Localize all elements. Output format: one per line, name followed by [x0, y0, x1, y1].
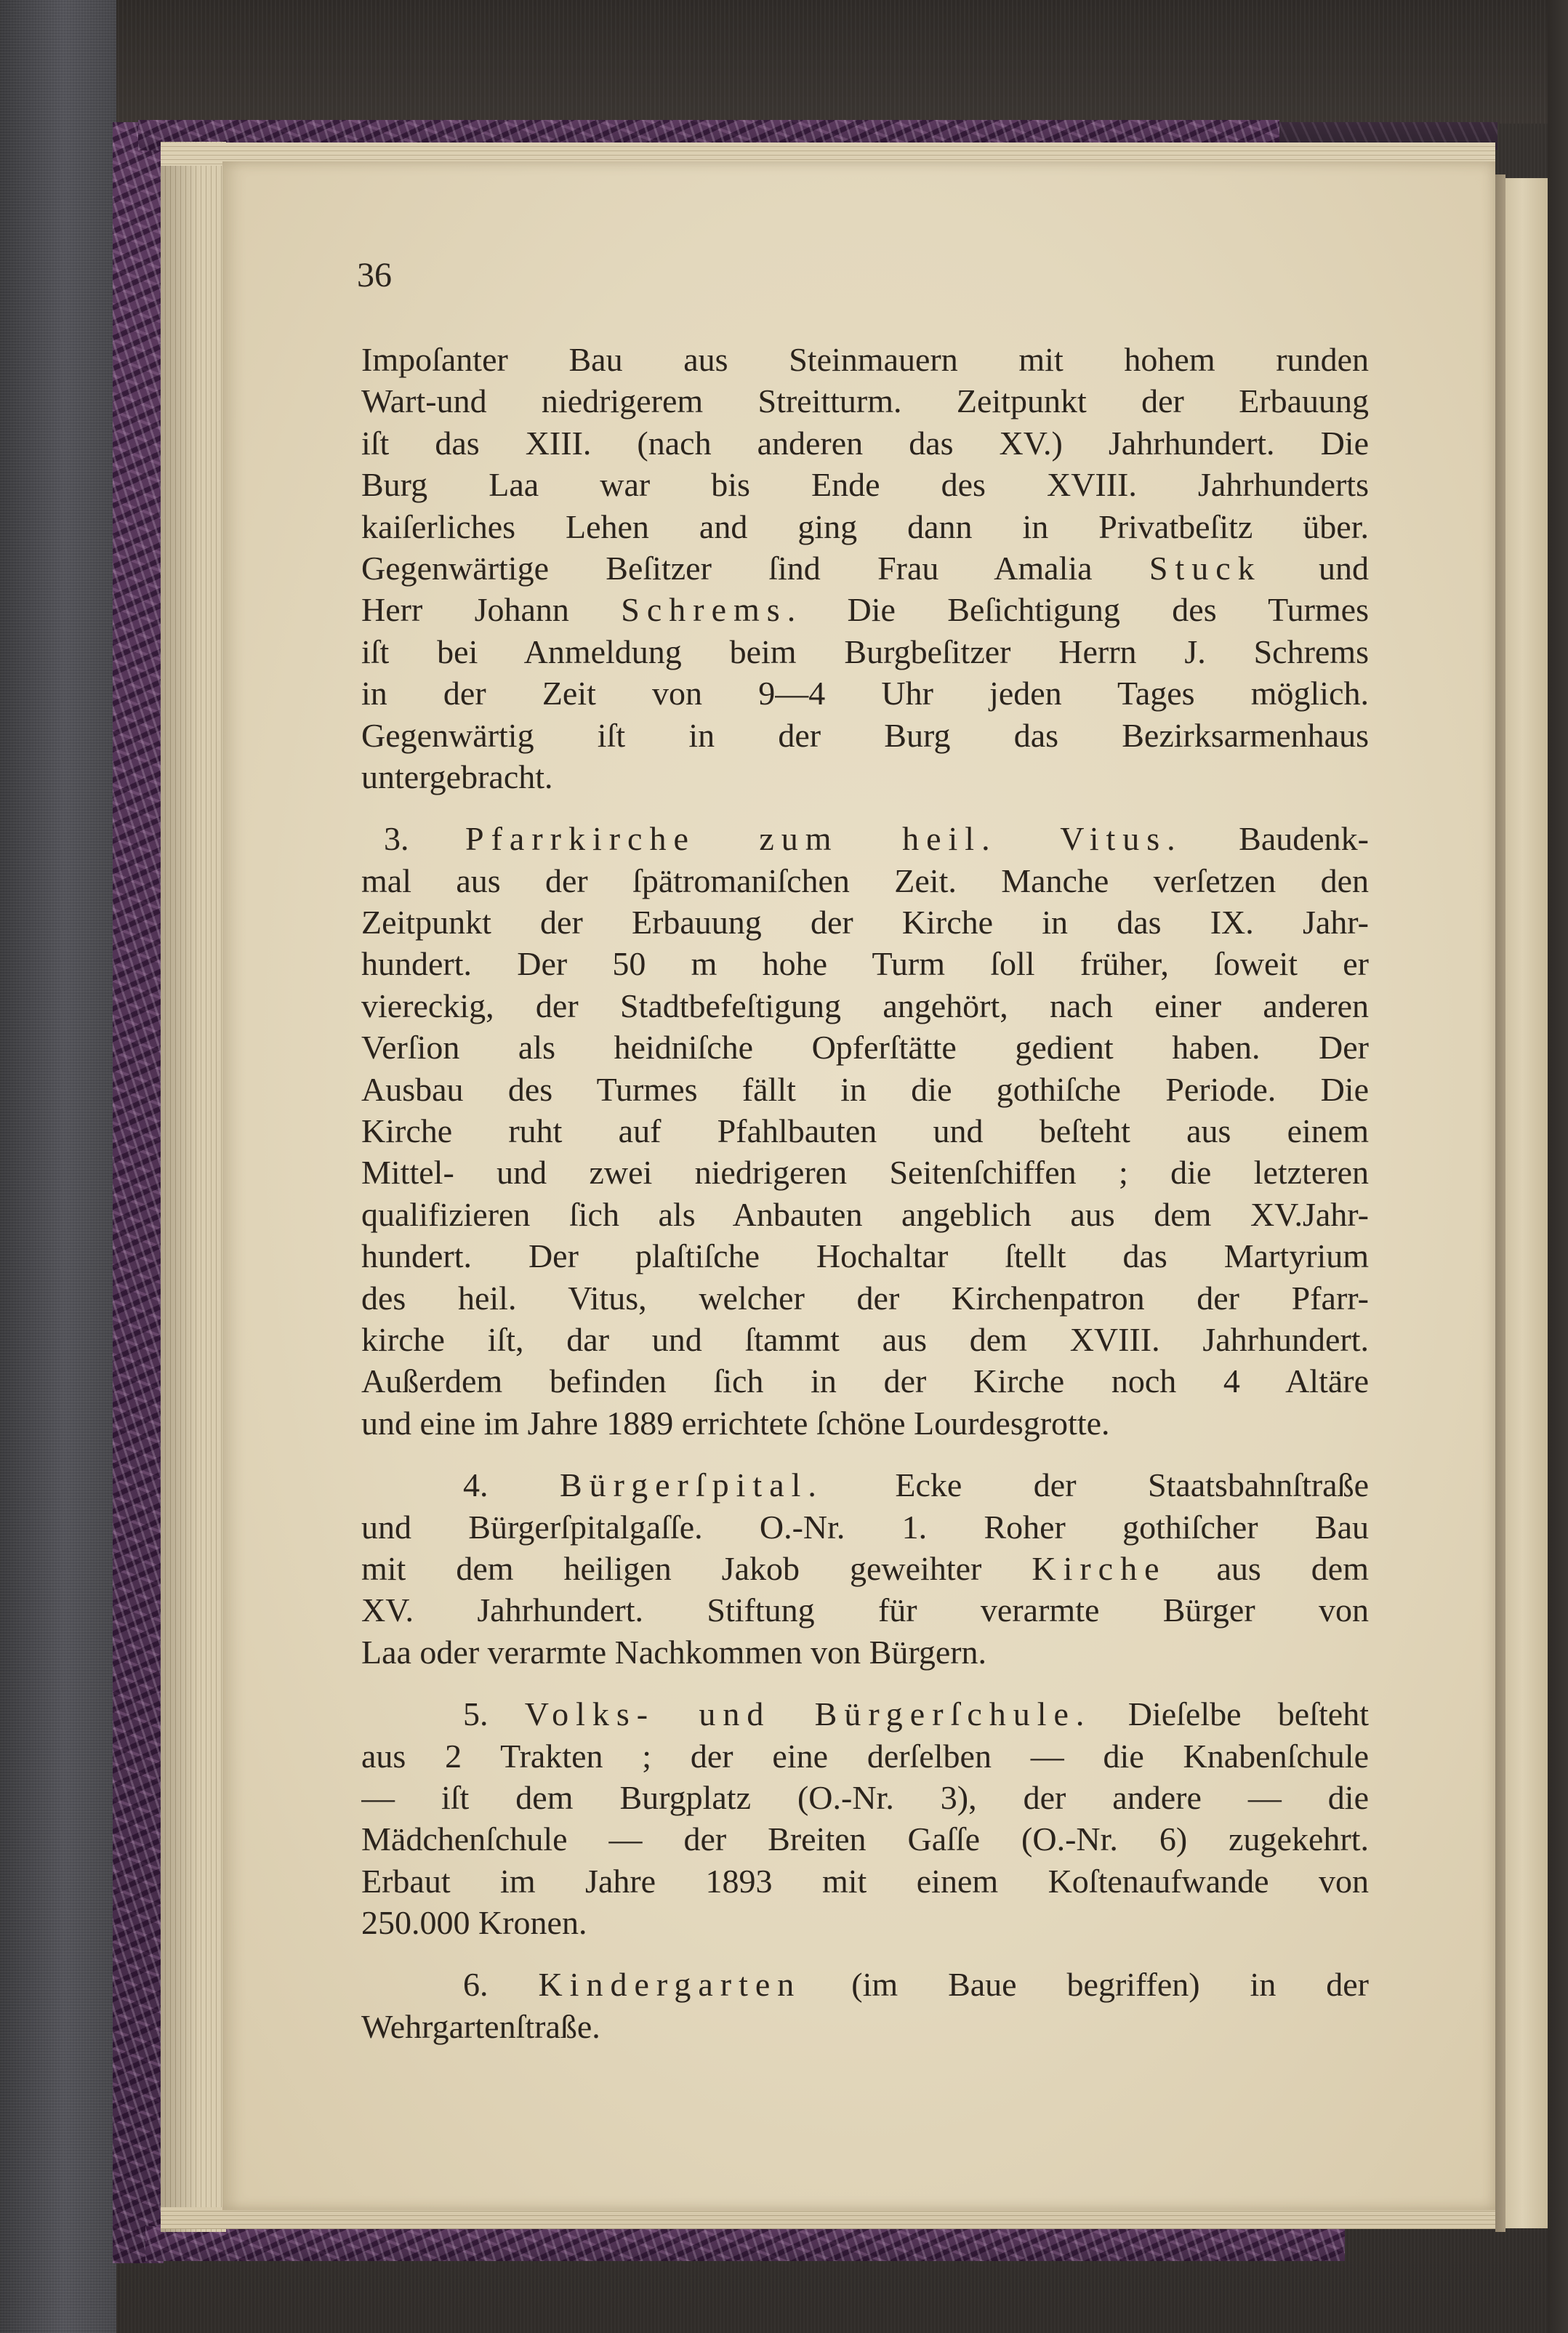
text-segment: 6.	[463, 1966, 539, 2004]
text-segment: Ecke der Staatsbahnſtraße	[823, 1466, 1369, 1504]
text-segment: 3.	[384, 820, 465, 858]
text-line	[361, 1735, 1369, 1777]
text-segment: und eine im Jahre 1889 errichtete ſchöne Lourdesgrotte.	[361, 1404, 1110, 1442]
emphasized-text: Stuck	[1149, 549, 1262, 587]
page-number: 36	[357, 256, 392, 294]
text-line	[361, 1027, 1369, 1068]
text-segment: aus 2 Trakten ; der eine derſelben — die Knabenſchule	[361, 1737, 1369, 1775]
text-segment: iſt bei Anmeldung beim Burgbeſitzer Herrn J. Schrems	[361, 633, 1369, 670]
text-line	[361, 1360, 1369, 1402]
text-segment: XV. Jahrhundert. Stiftung für verarmte Bürger von	[361, 1591, 1369, 1629]
text-line	[361, 985, 1369, 1027]
text-segment: Kirche ruht auf Pfahlbauten und beſteht aus einem	[361, 1112, 1369, 1150]
text-line	[361, 715, 1369, 756]
text-line	[361, 1631, 1369, 1673]
text-line	[361, 902, 1369, 943]
text-line	[361, 1152, 1369, 1193]
text-segment: kirche iſt, dar und ſtammt aus dem XVIII. Jahrhundert.	[361, 1320, 1369, 1358]
paragraph	[361, 1693, 1369, 1943]
emphasized-text: Volks- und Bürgerſchule.	[524, 1695, 1092, 1733]
text-line	[361, 547, 1369, 589]
text-line	[361, 1069, 1369, 1110]
text-line	[361, 1818, 1369, 1860]
text-line	[361, 1235, 1369, 1277]
text-segment: kaiſerliches Lehen and ging dann in Privatbeſitz über.	[361, 507, 1369, 545]
text-line	[361, 2006, 1369, 2047]
text-segment: Mittel- und zwei niedrigeren Seitenſchiffen ; die letzteren	[361, 1154, 1369, 1192]
text-line	[361, 380, 1369, 422]
text-segment: und Bürgerſpitalgaſſe. O.-Nr. 1. Roher gothiſcher Bau	[361, 1508, 1369, 1546]
paragraph	[361, 1464, 1369, 1673]
text-segment: 250.000 Kronen.	[361, 1904, 587, 1942]
text-line	[361, 422, 1369, 464]
text-segment: Zeitpunkt der Erbauung der Kirche in das IX. Jahr-	[361, 904, 1369, 941]
text-segment: Gegenwärtig iſt in der Burg das Bezirksarmenhaus	[361, 716, 1369, 754]
text-line	[361, 1902, 1369, 1943]
text-segment: Verſion als heidniſche Opferſtätte gedient haben. Der	[361, 1029, 1369, 1067]
text-segment: qualifizieren ſich als Anbauten angeblich aus dem XV.Jahr-	[361, 1195, 1369, 1233]
text-segment: (im Baue begriffen) in der	[801, 1966, 1369, 2004]
text-line	[361, 1464, 1369, 1506]
text-line	[361, 589, 1369, 630]
book-cover-cloth	[0, 0, 116, 2333]
text-segment: Baudenk-	[1182, 820, 1369, 858]
marbled-endpaper-left	[113, 122, 164, 2263]
text-segment: in der Zeit von 9—4 Uhr jeden Tages möglich.	[361, 675, 1369, 712]
text-line	[361, 464, 1369, 505]
page-text-body	[361, 339, 1369, 2047]
text-segment: Erbaut im Jahre 1893 mit einem Koſtenaufwande von	[361, 1862, 1369, 1900]
text-segment: und	[1261, 549, 1369, 587]
text-line	[361, 1110, 1369, 1152]
emphasized-text: Bürgerſpital.	[559, 1466, 824, 1504]
text-segment: Wehrgartenſtraße.	[361, 2007, 600, 2045]
text-segment: aus dem	[1166, 1549, 1369, 1587]
page-stack-edges-left	[161, 142, 226, 2232]
text-line	[361, 631, 1369, 672]
text-line	[361, 1194, 1369, 1235]
marbled-endpaper-bottom	[145, 2226, 1345, 2261]
book-cover-top	[0, 0, 1568, 124]
text-segment: mit dem heiligen Jakob geweihter	[361, 1549, 1032, 1587]
text-segment: Gegenwärtige Beſitzer ſind Frau Amalia	[361, 549, 1149, 587]
next-page-edge	[1505, 178, 1548, 2228]
text-line	[361, 1277, 1369, 1319]
emphasized-text: Kindergarten	[538, 1966, 802, 2004]
text-segment: Außerdem befinden ſich in der Kirche noch 4 Altäre	[361, 1362, 1369, 1400]
text-line	[361, 1693, 1369, 1735]
text-segment: 4.	[463, 1466, 560, 1504]
emphasized-text: Kirche	[1032, 1549, 1167, 1587]
text-segment: Impoſanter Bau aus Steinmauern mit hohem runden	[361, 341, 1369, 378]
text-segment: iſt das XIII. (nach anderen das XV.) Jahrhundert. Die	[361, 424, 1369, 462]
text-segment: hundert. Der 50 m hohe Turm ſoll früher, ſoweit er	[361, 945, 1369, 983]
text-segment: Wart-und niedrigerem Streitturm. Zeitpunkt der Erbauung	[361, 382, 1369, 420]
paragraph	[361, 818, 1369, 1444]
text-segment: hundert. Der plaſtiſche Hochaltar ſtellt das Martyrium	[361, 1237, 1369, 1275]
text-segment: Ausbau des Turmes fällt in die gothiſche Periode. Die	[361, 1070, 1369, 1108]
text-line	[361, 506, 1369, 547]
text-line	[361, 1860, 1369, 1902]
paragraph	[361, 1964, 1369, 2047]
text-line	[361, 672, 1369, 714]
text-segment: mal aus der ſpätromaniſchen Zeit. Manche verſetzen den	[361, 862, 1369, 899]
text-line	[361, 1964, 1369, 2005]
text-segment: Burg Laa war bis Ende des XVIII. Jahrhunderts	[361, 466, 1369, 504]
text-segment: Dieſelbe beſteht	[1091, 1695, 1369, 1733]
book-cover-right	[1548, 0, 1568, 2333]
text-segment: untergebracht.	[361, 758, 553, 795]
text-segment: Mädchenſchule — der Breiten Gaſſe (O.-Nr. 6) zugekehrt.	[361, 1820, 1369, 1858]
text-line	[361, 943, 1369, 984]
emphasized-text: Pfarrkirche zum heil. Vitus.	[465, 820, 1183, 858]
text-segment: Herr Johann	[361, 591, 622, 629]
paragraph	[361, 339, 1369, 798]
text-segment: — iſt dem Burgplatz (O.-Nr. 3), der andere — die	[361, 1778, 1369, 1816]
text-segment: viereckig, der Stadtbefeſtigung angehört, nach einer anderen	[361, 987, 1369, 1024]
gutter-shadow	[1495, 174, 1505, 2232]
text-line	[361, 1319, 1369, 1360]
text-segment: 5.	[463, 1695, 525, 1733]
text-line	[361, 1548, 1369, 1589]
page-stack-edges-bottom	[161, 2207, 1495, 2229]
text-line	[361, 860, 1369, 902]
text-line	[361, 1777, 1369, 1818]
text-segment: . Die Beſichtigung des Turmes	[787, 591, 1369, 629]
text-line	[361, 818, 1369, 859]
text-segment: des heil. Vitus, welcher der Kirchenpatron der Pfarr-	[361, 1279, 1369, 1317]
text-line	[361, 1402, 1369, 1444]
text-line	[361, 1506, 1369, 1548]
emphasized-text: Schrems	[621, 591, 787, 629]
text-line	[361, 1589, 1369, 1631]
text-line	[361, 339, 1369, 380]
text-segment: Laa oder verarmte Nachkommen von Bürgern.	[361, 1633, 987, 1671]
text-line	[361, 756, 1369, 798]
